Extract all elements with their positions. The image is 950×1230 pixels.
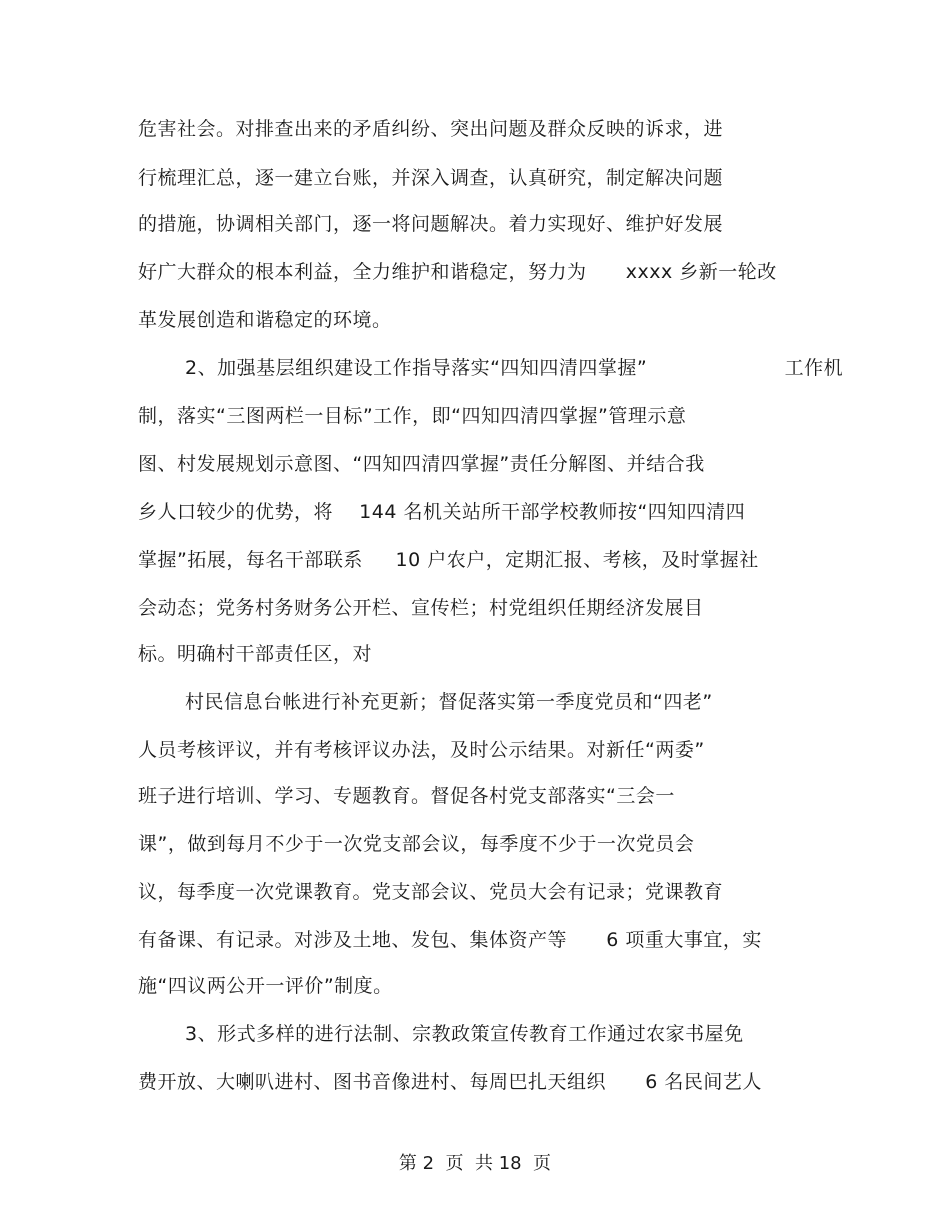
body-line-15: 班子进行培训、学习、专题教育。督促各村党支部落实“三会一 [138,785,675,807]
body-line-17: 议，每季度一次党课教育。党支部会议、党员大会有记录；党课教育 [138,881,724,903]
body-line-2: 行梳理汇总，逐一建立台账，并深入调查，认真研究，制定解决问题 [138,167,724,189]
body-line-4: 好广大群众的根本利益，全力维护和谐稳定，努力为 xxxx 乡新一轮改 [138,261,777,283]
body-line-3: 的措施，协调相关部门，逐一将问题解决。着力实现好、维护好发展 [138,213,724,235]
body-line-8: 图、村发展规划示意图、“四知四清四掌握”责任分解图、并结合我 [138,453,705,475]
body-line-1: 危害社会。对排查出来的矛盾纠纷、突出问题及群众反映的诉求，进 [138,118,724,140]
body-line-19: 施“四议两公开一评价”制度。 [138,975,393,997]
body-line-16: 课”，做到每月不少于一次党支部会议，每季度不少于一次党员会 [138,833,695,855]
body-line-10: 掌握”拓展，每名干部联系 10 户农户，定期汇报、考核，及时掌握社 [138,549,759,571]
section-3-heading-line: 3、形式多样的进行法制、宗教政策宣传教育工作通过农家书屋免 [185,1023,744,1045]
body-line-21: 费开放、大喇叭进村、图书音像进村、每周巴扎天组织 6 名民间艺人 [138,1071,762,1093]
body-line-7: 制，落实“三图两栏一目标”工作，即“四知四清四掌握”管理示意 [138,405,687,427]
body-line-12: 标。明确村干部责任区，对 [138,643,373,665]
page-number-footer: 第 2 页 共 18 页 [398,1153,552,1174]
body-line-9: 乡人口较少的优势，将 144 名机关站所干部学校教师按“四知四清四 [138,501,746,523]
body-line-5: 革发展创造和谐稳定的环境。 [138,309,392,331]
body-line-14: 人员考核评议，并有考核评议办法，及时公示结果。对新任“两委” [138,739,705,761]
body-line-13: 村民信息台帐进行补充更新；督促落实第一季度党员和“四老” [185,691,713,713]
section-2-heading-line: 2、加强基层组织建设工作指导落实“四知四清四掌握” 工作机 [185,357,844,379]
body-line-18: 有备课、有记录。对涉及土地、发包、集体资产等 6 项重大事宜，实 [138,929,762,951]
body-line-11: 会动态；党务村务财务公开栏、宣传栏；村党组织任期经济发展目 [138,597,704,619]
